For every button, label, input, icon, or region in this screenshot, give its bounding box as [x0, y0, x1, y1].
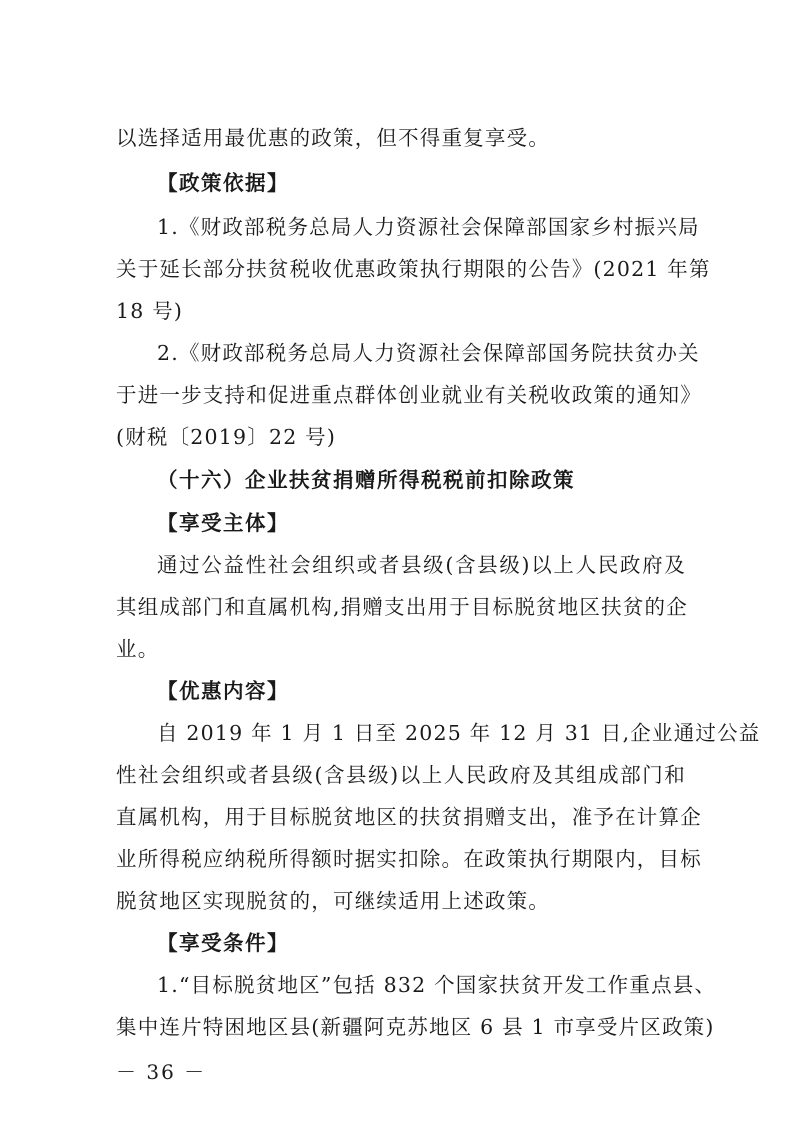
page-number: － 36 －: [116, 1060, 207, 1084]
paragraph-line: 集中连片特困地区县(新疆阿克苏地区 6 县 1 市享受片区政策): [116, 1015, 715, 1039]
paragraph-line: 自 2019 年 1 月 1 日至 2025 年 12 月 31 日,企业通过公益: [157, 721, 761, 745]
paragraph-line: 18 号): [116, 299, 184, 323]
paragraph-line: 关于延长部分扶贫税收优惠政策执行期限的公告》(2021 年第: [116, 257, 711, 281]
paragraph-line: (财税〔2019〕22 号): [116, 425, 337, 449]
paragraph-line: 1.《财政部税务总局人力资源社会保障部国家乡村振兴局: [157, 215, 700, 239]
paragraph-line: 1.“目标脱贫地区”包括 832 个国家扶贫开发工作重点县、: [157, 973, 717, 997]
section-heading-policy-basis: 【政策依据】: [157, 171, 289, 195]
section-heading-beneficiary: 【享受主体】: [157, 511, 289, 535]
paragraph-line: 脱贫地区实现脱贫的，可继续适用上述政策。: [116, 889, 550, 913]
paragraph-line: 以选择适用最优惠的政策，但不得重复享受。: [116, 126, 550, 150]
paragraph-line: 直属机构，用于目标脱贫地区的扶贫捐赠支出，准予在计算企: [116, 805, 702, 829]
paragraph-line: 业。: [116, 637, 160, 661]
section-heading-sixteen: （十六）企业扶贫捐赠所得税税前扣除政策: [157, 468, 575, 492]
paragraph-line: 2.《财政部税务总局人力资源社会保障部国务院扶贫办关: [157, 341, 700, 365]
paragraph-line: 性社会组织或者县级(含县级)以上人民政府及其组成部门和: [116, 763, 686, 787]
section-heading-conditions: 【享受条件】: [157, 931, 289, 955]
section-heading-preferential-content: 【优惠内容】: [157, 679, 289, 703]
paragraph-line: 通过公益性社会组织或者县级(含县级)以上人民政府及: [157, 553, 686, 577]
paragraph-line: 业所得税应纳税所得额时据实扣除。在政策执行期限内，目标: [116, 847, 702, 871]
paragraph-line: 其组成部门和直属机构,捐赠支出用于目标脱贫地区扶贫的企: [116, 595, 688, 619]
paragraph-line: 于进一步支持和促进重点群体创业就业有关税收政策的通知》: [116, 383, 702, 407]
